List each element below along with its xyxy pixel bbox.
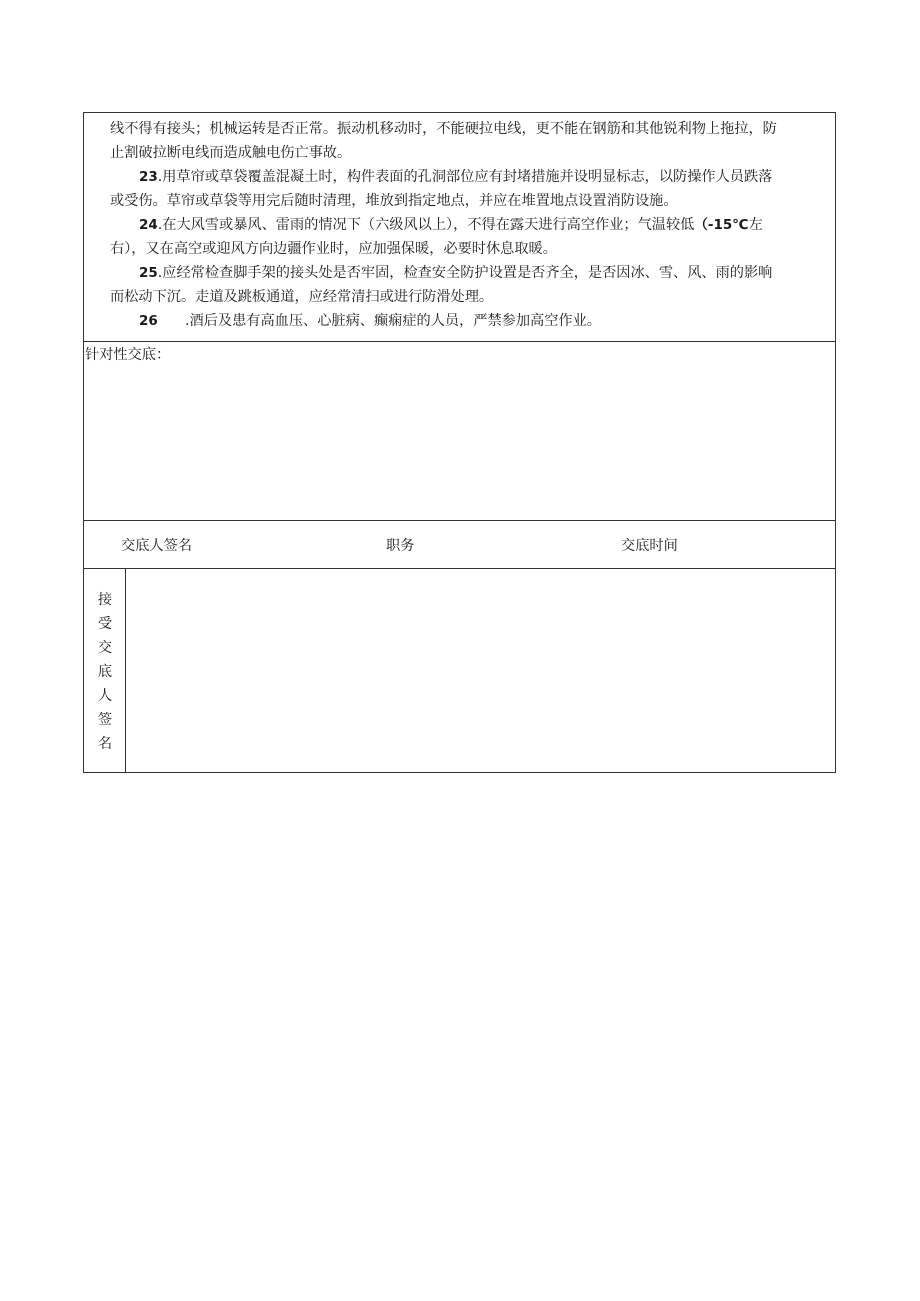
paragraph-line xyxy=(110,261,836,285)
paragraph-line: 或受伤。草帘或草袋等用完后随时清理，堆放到指定地点，并应在堆置地点设置消防设施。 xyxy=(110,193,678,209)
receiver-label-char: 签 xyxy=(97,712,113,728)
item-number: 25 xyxy=(139,265,158,281)
paragraph-text: .用草帘或草袋覆盖混凝土时，构件表面的孔洞部位应有封堵措施并设明显标志，以防操作人员跌落 xyxy=(157,169,773,185)
targeted-briefing-cell[interactable] xyxy=(84,342,835,521)
receiver-label-char: 交 xyxy=(97,640,113,656)
paragraph-line: 止割破拉断电线而造成触电伤亡事故。 xyxy=(110,145,352,161)
position-label: 职务 xyxy=(386,538,415,554)
receiver-signature-area[interactable] xyxy=(126,569,835,773)
paragraph-23 xyxy=(110,165,836,213)
receiver-label-char: 人 xyxy=(97,688,113,704)
paragraph-24 xyxy=(110,213,836,261)
paragraph-text: .应经常检查脚手架的接头处是否牢固，检查安全防护设置是否齐全，是否因冰、雪、风、雨的影响 xyxy=(157,265,773,281)
receiver-label-char: 接 xyxy=(97,592,113,608)
receiver-label-char: 受 xyxy=(97,616,113,632)
receiver-label-char: 名 xyxy=(97,736,113,752)
paragraph-26 xyxy=(110,309,836,333)
briefing-table xyxy=(83,112,836,773)
temperature-value: （-15℃ xyxy=(694,217,749,233)
targeted-briefing-label: 针对性交底： xyxy=(85,347,171,363)
paragraph-line xyxy=(110,309,836,333)
paragraph-text: 左 xyxy=(748,217,763,233)
paragraph-line: 而松动下沉。走道及跳板通道，应经常清扫或进行防滑处理。 xyxy=(110,289,494,305)
paragraph-continued xyxy=(110,117,836,165)
content-cell xyxy=(84,113,835,342)
paragraph-line xyxy=(110,165,836,189)
paragraph-line xyxy=(110,213,836,237)
briefing-time-label: 交底时间 xyxy=(621,538,678,554)
paragraph-line: 右），又在高空或迎风方向边疆作业时，应加强保暖，必要时休息取暖。 xyxy=(110,241,557,257)
receiver-signature-row xyxy=(84,569,835,773)
receiver-label-char: 底 xyxy=(97,664,113,680)
briefer-signature-label: 交底人签名 xyxy=(121,538,192,554)
signature-row xyxy=(84,521,835,569)
paragraph-text: .酒后及患有高血压、心脏病、癫痫症的人员，严禁参加高空作业。 xyxy=(185,313,601,329)
paragraph-line: 线不得有接头；机械运转是否正常。振动机移动时，不能硬拉电线，更不能在钢筋和其他锐利物上拖拉，防 xyxy=(110,121,777,137)
item-number: 24 xyxy=(139,217,158,233)
receiver-signature-label xyxy=(84,569,126,773)
item-number: 26 xyxy=(139,313,158,329)
paragraph-text: .在大风雪或暴风、雷雨的情况下（六级风以上），不得在露天进行高空作业；气温较低 xyxy=(157,217,695,233)
paragraph-25 xyxy=(110,261,836,309)
item-number: 23 xyxy=(139,169,158,185)
